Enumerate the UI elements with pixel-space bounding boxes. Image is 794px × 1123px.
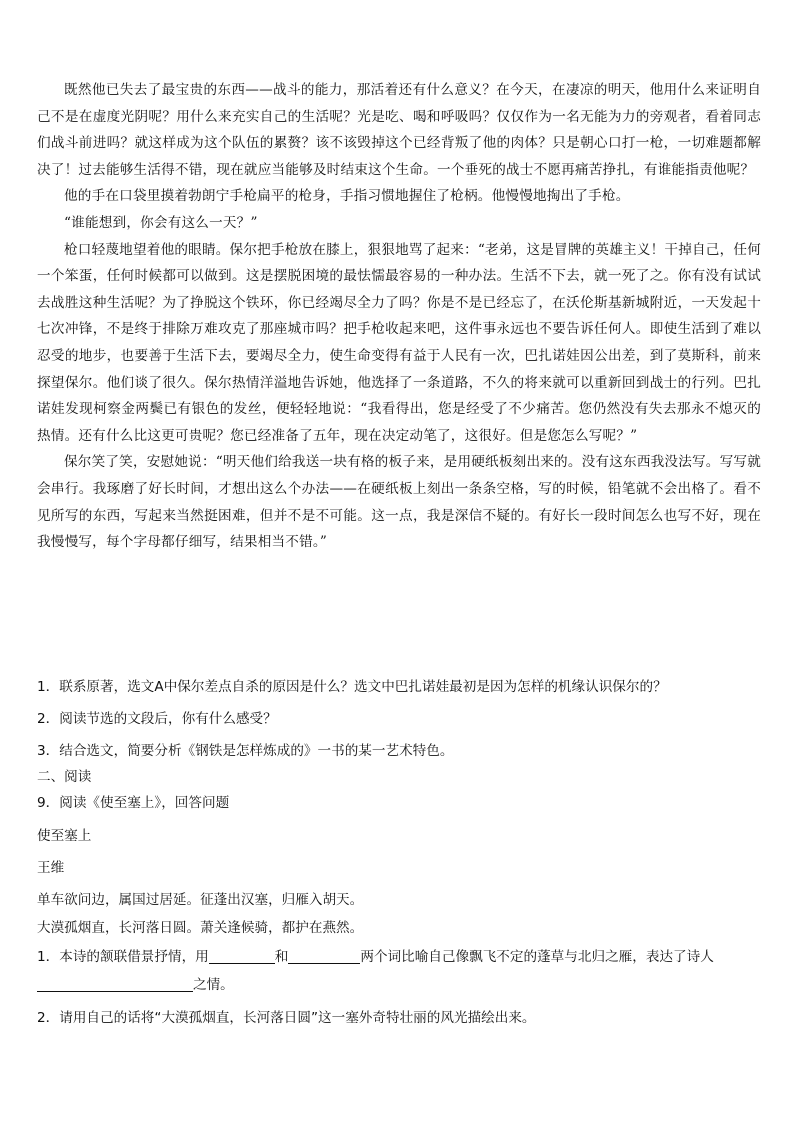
question-1: 1．联系原著，选文A中保尔差点自杀的原因是什么？选文中巴扎诺娃最初是因为怎样的机缘认识保尔的？ [37, 679, 667, 695]
answer-blank-3[interactable] [37, 975, 193, 992]
poem-line-1: 单车欲问边，属国过居延。征蓬出汉塞，归雁入胡天。 [37, 892, 364, 908]
passage-paragraph-3: “谁能想到，你会有这么一天？” [64, 214, 258, 231]
section-heading: 二、阅读 [37, 769, 92, 785]
sub-question-1-text-c: 两个词比喻自己像飘飞不定的蓬草与北归之雁，表达了诗人 [360, 949, 714, 965]
sub-question-1-text-a: 1．本诗的颔联借景抒情，用 [37, 949, 209, 965]
answer-blank-2[interactable] [288, 947, 360, 964]
passage-paragraph-2: 他的手在口袋里摸着勃朗宁手枪扁平的枪身，手指习惯地握住了枪柄。他慢慢地掏出了手枪。 [64, 188, 630, 205]
passage-paragraph-4: 枪口轻蔑地望着他的眼睛。保尔把手枪放在膝上，狠狠地骂了起来：“老弟，这是冒牌的英雄主义！干掉自己，任何一个笨蛋，任何时候都可以做到。这是摆脱困境的最怯懦最容易的一种办法。生活不下去，就一死了之。你有没有试试去战胜这种生活呢？为了挣脱这个铁环，你已经竭尽全力了吗？你是不是已经忘了，在沃伦斯基新城附近，一天发起十七次冲锋，不是终于排除万难攻克了那座城市吗？把手枪收起来吧，这件事永远也不要告诉任何人。即使生活到了难以忍受的地步，也要善于生活下去，要竭尽全力，使生命变得有益于人民有一次，巴扎诺娃因公出差，到了莫斯科，前来探望保尔。他们谈了很久。保尔热情洋溢地告诉她，他选择了一条道路，不久的将来就可以重新回到战士的行列。巴扎诺娃发现柯察金两鬓已有银色的发丝，便轻轻地说：“我看得出，您是经受了不少痛苦。您仍然没有失去那永不熄灭的热情。还有什么比这更可贵呢？您已经准备了五年，现在决定动笔了，这很好。但是您怎么写呢？” [37, 241, 761, 444]
sub-question-1 [37, 944, 761, 970]
sub-question-1-text-d: 之情。 [193, 977, 234, 993]
poem-line-2: 大漠孤烟直，长河落日圆。萧关逢候骑，都护在燕然。 [37, 920, 364, 936]
poem-author: 王维 [37, 860, 65, 876]
answer-blank-1[interactable] [209, 947, 275, 964]
sub-question-2: 2．请用自己的话将“大漠孤烟直，长河落日圆”这一塞外奇特壮丽的风光描绘出来。 [37, 1010, 536, 1026]
sub-question-1-text-b: 和 [274, 949, 289, 965]
sub-question-1-cont [37, 972, 761, 998]
poem-title: 使至塞上 [37, 828, 92, 844]
question-9: 9．阅读《使至塞上》，回答问题 [37, 795, 230, 811]
reading-passage [37, 77, 761, 556]
question-2: 2．阅读节选的文段后，你有什么感受？ [37, 711, 277, 727]
passage-paragraph-1: 既然他已失去了最宝贵的东西——战斗的能力，那活着还有什么意义？在今天，在凄凉的明天，他用什么来证明自己不是在虚度光阴呢？用什么来充实自己的生活呢？光是吃、喝和呼吸吗？仅仅作为一名无能为力的旁观者，看着同志们战斗前进吗？就这样成为这个队伍的累赘？该不该毁掉这个已经背叛了他的肉体？只是朝心口打一枪，一切难题都解决了！过去能够生活得不错，现在就应当能够及时结束这个生命。一个垂死的战士不愿再痛苦挣扎，有谁能指责他呢？ [37, 82, 761, 178]
question-3: 3．结合选文，简要分析《钢铁是怎样炼成的》一书的某一艺术特色。 [37, 743, 454, 759]
passage-paragraph-5: 保尔笑了笑，安慰她说：“明天他们给我送一块有格的板子来，是用硬纸板刻出来的。没有这东西我没法写。写写就会串行。我琢磨了好长时间，才想出这么个办法——在硬纸板上刻出一条条空格，写的时候，铅笔就不会出格了。看不见所写的东西，写起来当然挺困难，但并不是不可能。这一点，我是深信不疑的。有好长一段时间怎么也写不好，现在我慢慢写，每个字母都仔细写，结果相当不错。” [37, 454, 761, 551]
